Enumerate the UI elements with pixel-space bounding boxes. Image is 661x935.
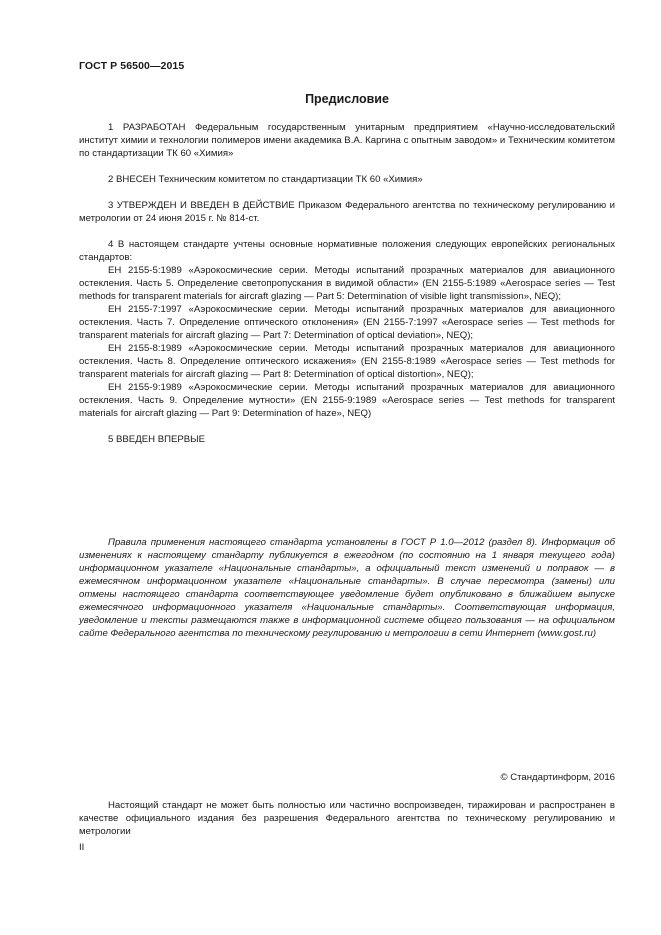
paragraph-first-introduced: 5 ВВЕДЕН ВПЕРВЫЕ bbox=[108, 434, 206, 445]
paragraph-approved: 3 УТВЕРЖДЕН И ВВЕДЕН В ДЕЙСТВИЕ Приказом Федерального агентства по техническому регулированию и метрологии от 24 июня 2015 г. № 814-ст. bbox=[79, 200, 615, 224]
page-number: II bbox=[79, 842, 85, 853]
standard-entry-en2155-9: ЕН 2155-9:1989 «Аэрокосмические серии. Методы испытаний прозрачных материалов для авиационного остекления. Часть 9. Определение мутности» (EN 2155-9:1989 «Aerospace series — Test methods for transparent materials for aircraft glazing — Part 9: Determination of haze», NEQ) bbox=[79, 382, 615, 419]
foreword-body bbox=[79, 121, 615, 446]
reproduction-notice-text: Настоящий стандарт не может быть полностью или частично воспроизведен, тиражирован и распространен в качестве официального издания без разрешения Федерального агентства по техническому регулированию и метрологии bbox=[79, 800, 615, 837]
paragraph-introduced: 2 ВНЕСЕН Техническим комитетом по стандартизации ТК 60 «Химия» bbox=[108, 174, 423, 185]
reproduction-notice bbox=[79, 799, 615, 838]
application-rules-notice bbox=[79, 536, 615, 640]
notice-text: Правила применения настоящего стандарта установлены в ГОСТ Р 1.0—2012 (раздел 8). Информация об изменениях к настоящему стандарту публикуется в ежегодном (по состоянию на 1 января текущего года) информационном указателе «Национальные стандарты», а официальный текст изменений и поправок — в ежемесячном информационном указателе «Национальные стандарты». В случае пересмотра (замены) или отмены настоящего стандарта соответствующее уведомление будет опубликовано в ближайшем выпуске ежемесячного информационного указателя «Национальные стандарты». Соответствующая информация, уведомление и тексты размещаются также в информационной системе общего пользования — на официальном сайте Федерального агентства по техническому регулированию и метрологии в сети Интернет (www.gost.ru) bbox=[79, 537, 615, 639]
page-title: Предисловие bbox=[305, 92, 389, 106]
copyright: © Стандартинформ, 2016 bbox=[500, 772, 615, 783]
standard-entry-en2155-8: ЕН 2155-8:1989 «Аэрокосмические серии. Методы испытаний прозрачных материалов для авиационного остекления. Часть 8. Определение оптического искажения» (EN 2155-8:1989 «Aerospace series — Test methods for transparent materials for aircraft glazing — Part 8: Determination of optical distortion», NEQ); bbox=[79, 343, 615, 380]
paragraph-regional-standards: 4 В настоящем стандарте учтены основные нормативные положения следующих европейских региональных стандартов: bbox=[79, 239, 615, 263]
standard-id-header: ГОСТ Р 56500—2015 bbox=[79, 60, 185, 72]
paragraph-developed: 1 РАЗРАБОТАН Федеральным государственным унитарным предприятием «Научно-исследовательский институт химии и технологии полимеров имени академика В.А. Каргина с опытным заводом» и Техническим комитетом по стандартизации ТК 60 «Химия» bbox=[79, 122, 615, 159]
standard-entry-en2155-5: ЕН 2155-5:1989 «Аэрокосмические серии. Методы испытаний прозрачных материалов для авиационного остекления. Часть 5. Определение светопропускания в видимой области» (EN 2155-5:1989 «Aerospace series — Test methods for transparent materials for aircraft glazing — Part 5: Determination of visible light transmission», NEQ); bbox=[79, 265, 615, 302]
standard-entry-en2155-7: ЕН 2155-7:1997 «Аэрокосмические серии. Методы испытаний прозрачных материалов для авиационного остекления. Часть 7. Определение оптического отклонения» (EN 2155-7:1997 «Aerospace series — Test methods for transparent materials for aircraft glazing — Part 7: Determination of optical deviation», NEQ); bbox=[79, 304, 615, 341]
